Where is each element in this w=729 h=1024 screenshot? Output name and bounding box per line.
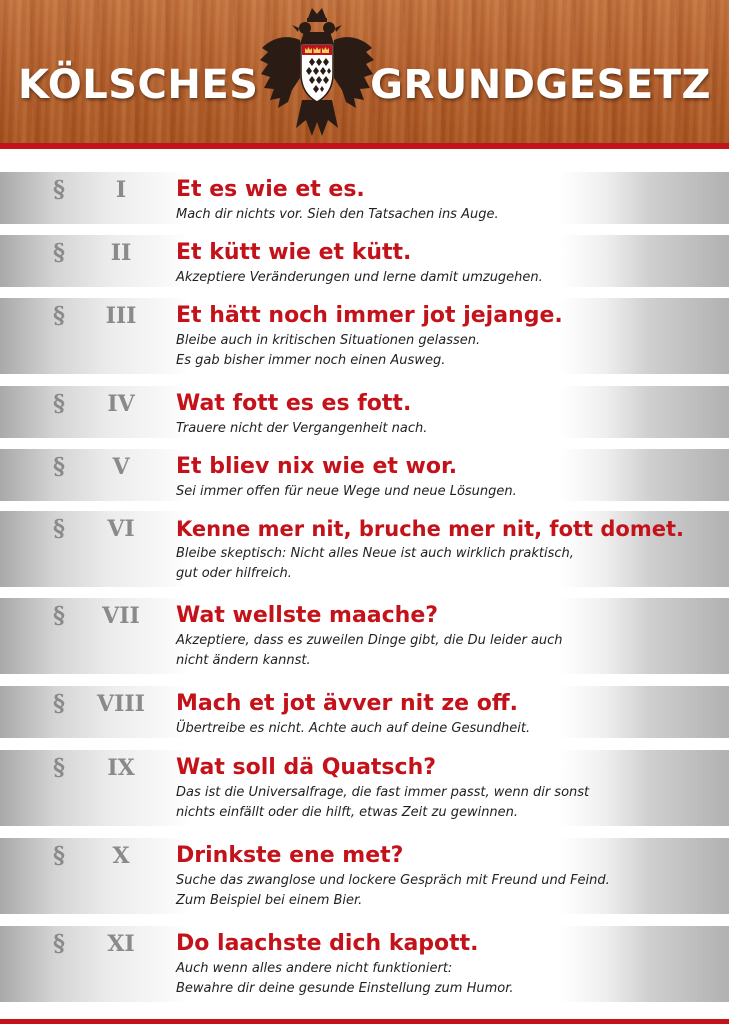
article-text-line: Es gab bisher immer noch einen Ausweg. bbox=[176, 353, 446, 368]
title-right: GRUNDGESETZ bbox=[370, 62, 711, 108]
paragraph-symbol: § bbox=[53, 754, 66, 781]
article-text-line: Mach dir nichts vor. Sieh den Tatsachen ins Auge. bbox=[176, 207, 499, 222]
article-text-line: Bewahre dir deine gesunde Einstellung zum Humor. bbox=[176, 981, 514, 996]
article-number: IV bbox=[107, 391, 135, 417]
article-text-line: Das ist die Universalfrage, die fast immer passt, wenn dir sonst bbox=[176, 785, 590, 800]
article-row-9 bbox=[0, 750, 729, 826]
article-number: II bbox=[110, 240, 132, 266]
article-heading: Wat wellste maache? bbox=[176, 603, 439, 628]
paragraph-symbol: § bbox=[53, 602, 66, 629]
article-heading: Et hätt noch immer jot jejange. bbox=[176, 303, 563, 328]
article-text-line: Bleibe skeptisch: Nicht alles Neue ist auch wirklich praktisch, bbox=[176, 546, 574, 561]
paragraph-symbol: § bbox=[53, 176, 66, 203]
article-number: IX bbox=[107, 755, 135, 781]
article-heading: Et bliev nix wie et wor. bbox=[176, 454, 458, 479]
paragraph-symbol: § bbox=[53, 690, 66, 717]
article-heading: Drinkste ene met? bbox=[176, 843, 404, 868]
article-text-line: Auch wenn alles andere nicht funktioniert: bbox=[176, 961, 453, 976]
article-text-line: gut oder hilfreich. bbox=[176, 566, 292, 581]
article-text-line: nicht ändern kannst. bbox=[176, 653, 311, 668]
article-text-line: Zum Beispiel bei einem Bier. bbox=[176, 893, 363, 908]
article-text-line: Übertreibe es nicht. Achte auch auf deine Gesundheit. bbox=[176, 721, 531, 736]
footer-divider bbox=[0, 1019, 729, 1024]
article-row-4 bbox=[0, 386, 729, 438]
cologne-eagle-coat-of-arms-icon bbox=[258, 4, 376, 138]
article-text-line: Suche das zwanglose und lockere Gespräch mit Freund und Feind. bbox=[176, 873, 610, 888]
article-text-line: Sei immer offen für neue Wege und neue Lösungen. bbox=[176, 484, 517, 499]
article-number: VII bbox=[102, 603, 140, 629]
paragraph-symbol: § bbox=[53, 842, 66, 869]
paragraph-symbol: § bbox=[53, 239, 66, 266]
article-heading: Wat fott es es fott. bbox=[176, 391, 412, 416]
paragraph-symbol: § bbox=[53, 930, 66, 957]
article-number: V bbox=[112, 454, 130, 480]
header-divider bbox=[0, 143, 729, 149]
article-row-10 bbox=[0, 838, 729, 914]
article-number: XI bbox=[107, 931, 135, 957]
article-row-11 bbox=[0, 926, 729, 1002]
article-text-line: Bleibe auch in kritischen Situationen gelassen. bbox=[176, 333, 481, 348]
article-text-line: Akzeptiere, dass es zuweilen Dinge gibt, die Du leider auch bbox=[176, 633, 563, 648]
article-heading: Mach et jot ävver nit ze off. bbox=[176, 691, 519, 716]
wood-header bbox=[0, 0, 729, 143]
article-number: X bbox=[112, 843, 130, 869]
article-heading: Wat soll dä Quatsch? bbox=[176, 755, 436, 780]
article-heading: Et es wie et es. bbox=[176, 177, 365, 202]
article-text-line: Trauere nicht der Vergangenheit nach. bbox=[176, 421, 428, 436]
paragraph-symbol: § bbox=[53, 515, 66, 542]
paragraph-symbol: § bbox=[53, 453, 66, 480]
article-number: VIII bbox=[97, 691, 145, 717]
article-row-1 bbox=[0, 172, 729, 224]
article-number: I bbox=[115, 177, 127, 203]
article-row-6 bbox=[0, 511, 729, 587]
article-number: VI bbox=[107, 516, 135, 542]
paragraph-symbol: § bbox=[53, 390, 66, 417]
article-row-7 bbox=[0, 598, 729, 674]
article-text-line: Akzeptiere Veränderungen und lerne damit umzugehen. bbox=[176, 270, 543, 285]
article-heading: Et kütt wie et kütt. bbox=[176, 240, 412, 265]
article-row-8 bbox=[0, 686, 729, 738]
article-number: III bbox=[105, 303, 137, 329]
article-text-line: nichts einfällt oder die hilft, etwas Zeit zu gewinnen. bbox=[176, 805, 519, 820]
article-heading: Do laachste dich kapott. bbox=[176, 931, 479, 956]
paragraph-symbol: § bbox=[53, 302, 66, 329]
title-left: KÖLSCHES bbox=[18, 62, 259, 108]
article-row-2 bbox=[0, 235, 729, 287]
article-row-3 bbox=[0, 298, 729, 374]
article-heading: Kenne mer nit, bruche mer nit, fott domet. bbox=[176, 517, 684, 541]
article-row-5 bbox=[0, 449, 729, 501]
